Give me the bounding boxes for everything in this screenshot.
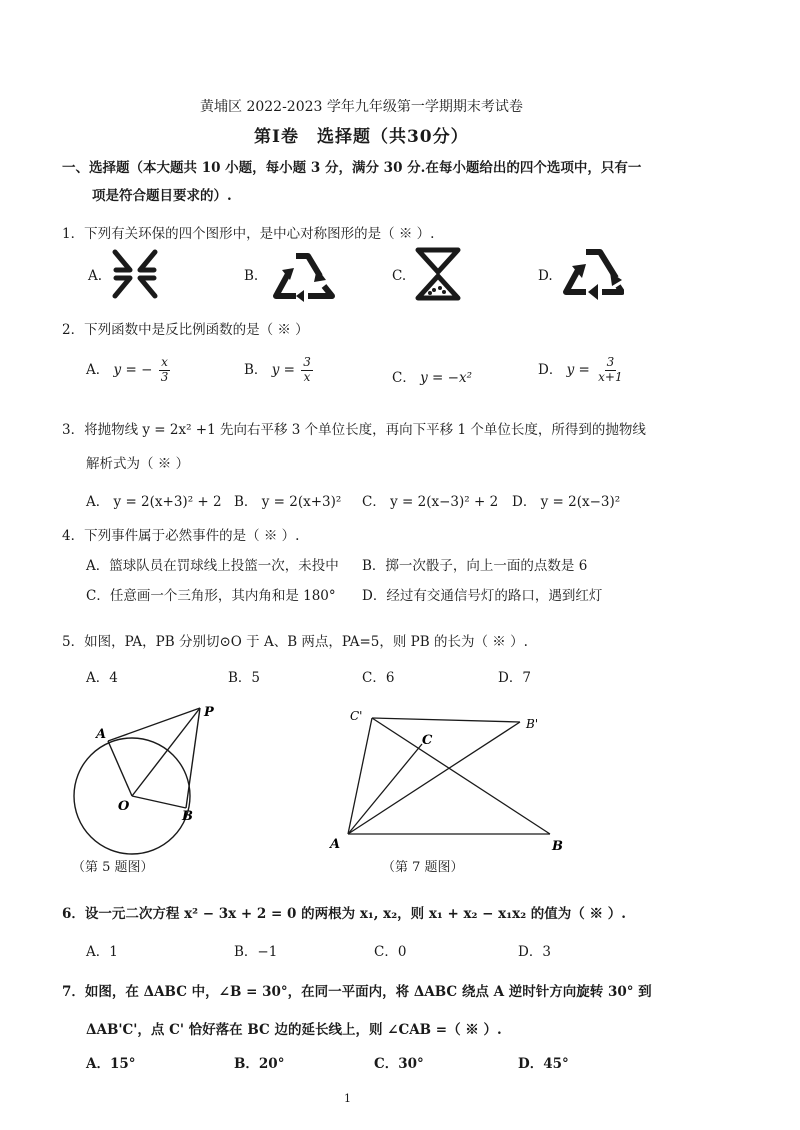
exam-title: 黄埔区 2022-2023 学年九年级第一学期期末考试卷	[200, 99, 523, 115]
q7-option-d: D．45°	[518, 1056, 569, 1072]
fig7-segment-ab1	[348, 722, 520, 834]
q2-option-a	[86, 356, 172, 385]
q7-option-b: B．20°	[234, 1056, 285, 1072]
q2-option-b-expr: y =	[271, 361, 295, 378]
fig7-label-c-prime: C'	[350, 709, 363, 723]
q5-option-b: B．5	[228, 670, 261, 686]
q7-option-a: A．15°	[86, 1056, 136, 1072]
q1-option-c-label: C.	[392, 268, 407, 284]
fig5-label-a: A	[96, 727, 107, 742]
q2-option-a-numerator: x	[161, 355, 168, 369]
q5-option-a: A．4	[86, 670, 118, 686]
q6-stem: 6．设一元二次方程 x² − 3x + 2 = 0 的两根为 x₁, x₂，则 x₁ + x₂ − x₁x₂ 的值为（ ※ ）.	[62, 906, 626, 922]
q4-stem: 4．下列事件属于必然事件的是（ ※ ）.	[62, 528, 300, 544]
q2-option-a-label: A．	[86, 361, 110, 378]
q2-option-c-expr: y = −x²	[420, 370, 472, 386]
fig5-label-p: P	[204, 705, 214, 720]
q2-option-a-fraction	[159, 356, 171, 385]
q7-option-c: C．30°	[374, 1056, 424, 1072]
q2-option-d-denominator: x+1	[598, 369, 623, 384]
q2-option-d-label: D．	[538, 361, 563, 378]
q6-option-c: C．0	[374, 944, 407, 960]
fig7-segment-ac1	[348, 718, 372, 834]
q3-option-c: C． y = 2(x−3)² + 2	[362, 494, 499, 510]
q2-option-c-label: C．	[392, 370, 416, 386]
q1-option-a-figure	[110, 248, 160, 300]
fig5-segment-ob	[132, 796, 186, 808]
q3-option-a: A． y = 2(x+3)² + 2	[86, 494, 222, 510]
q2-option-a-denominator: 3	[160, 369, 169, 384]
q2-option-d-expr: y =	[566, 361, 590, 378]
q5-stem: 5．如图，PA，PB 分别切⊙O 于 A、B 两点，PA=5，则 PB 的长为（ ※ ）.	[62, 634, 528, 650]
q2-option-b-fraction	[301, 356, 313, 385]
figure-5	[60, 696, 230, 856]
q2-option-d-numerator: 3	[606, 355, 615, 369]
fig5-caption: （第 5 题图）	[72, 860, 154, 875]
fig7-segment-c1b1	[372, 718, 520, 722]
q1-stem: 1．下列有关环保的四个图形中，是中心对称图形的是（ ※ ）.	[62, 226, 435, 242]
q2-option-a-expr: y = −	[113, 361, 153, 378]
q4-option-d: D．经过有交通信号灯的路口，遇到红灯	[362, 588, 603, 604]
q3-option-b: B． y = 2(x+3)²	[234, 494, 342, 510]
q7-stem: 7．如图，在 ΔABC 中，∠B = 30°，在同一平面内，将 ΔABC 绕点 A 逆时针方向旋转 30° 到	[62, 984, 652, 1000]
q2-option-b-denominator: x	[303, 369, 311, 384]
q5-option-d: D．7	[498, 670, 531, 686]
fig7-segment-c1b	[372, 718, 550, 834]
fig5-segment-oa	[108, 741, 132, 796]
q4-option-c: C．任意画一个三角形，其内角和是 180°	[86, 588, 336, 604]
fig7-segment-ac	[348, 744, 422, 834]
section-heading-cont: 项是符合题目要求的）.	[92, 188, 232, 204]
q2-option-d	[538, 356, 627, 385]
figure-7	[326, 704, 586, 854]
fig5-label-b: B	[182, 809, 193, 824]
q1-option-b-label: B.	[244, 268, 259, 284]
fig7-caption: （第 7 题图）	[382, 860, 464, 875]
q4-option-a: A．篮球队员在罚球线上投篮一次，未投中	[86, 558, 339, 574]
q3-stem: 3．将抛物线 y = 2x² +1 先向右平移 3 个单位长度，再向下平移 1 个单位长度，所得到的抛物线	[62, 422, 646, 438]
q1-option-a-label: A.	[88, 268, 103, 284]
q2-option-b-numerator: 3	[303, 355, 311, 369]
q5-option-c: C．6	[362, 670, 395, 686]
q1-option-d-label: D.	[538, 268, 553, 284]
q6-option-a: A．1	[86, 944, 118, 960]
q1-option-d-figure	[562, 244, 624, 304]
fig7-label-b-prime: B'	[526, 717, 539, 731]
fig7-label-a: A	[330, 837, 341, 852]
q2-option-b-label: B．	[244, 361, 268, 378]
fig7-label-b: B	[552, 839, 563, 854]
section-heading: 一、选择题（本大题共 10 小题，每小题 3 分，满分 30 分.在每小题给出的四个选项中，只有一	[62, 160, 642, 176]
fig5-label-o: O	[118, 799, 130, 814]
fig7-label-c: C	[422, 733, 433, 748]
q2-option-b	[244, 356, 315, 385]
q6-option-b: B．−1	[234, 944, 278, 960]
q2-stem: 2．下列函数中是反比例函数的是（ ※ ）	[62, 322, 309, 338]
q1-option-c-figure	[414, 246, 462, 302]
q2-option-d-fraction	[596, 356, 624, 385]
q3-stem-cont: 解析式为（ ※ ）	[86, 456, 190, 472]
part-title: 第Ⅰ卷 选择题（共30分）	[254, 127, 469, 147]
q4-option-b: B．掷一次骰子，向上一面的点数是 6	[362, 558, 588, 574]
q1-option-b-figure	[268, 246, 338, 304]
q3-option-d: D． y = 2(x−3)²	[512, 494, 621, 510]
q2-option-c	[392, 366, 472, 386]
q6-option-d: D．3	[518, 944, 551, 960]
q7-stem-cont: ΔAB'C'，点 C' 恰好落在 BC 边的延长线上，则 ∠CAB =（ ※ ）.	[86, 1022, 502, 1038]
page-number: 1	[344, 1092, 351, 1105]
fig5-tangent-pa	[108, 708, 200, 741]
